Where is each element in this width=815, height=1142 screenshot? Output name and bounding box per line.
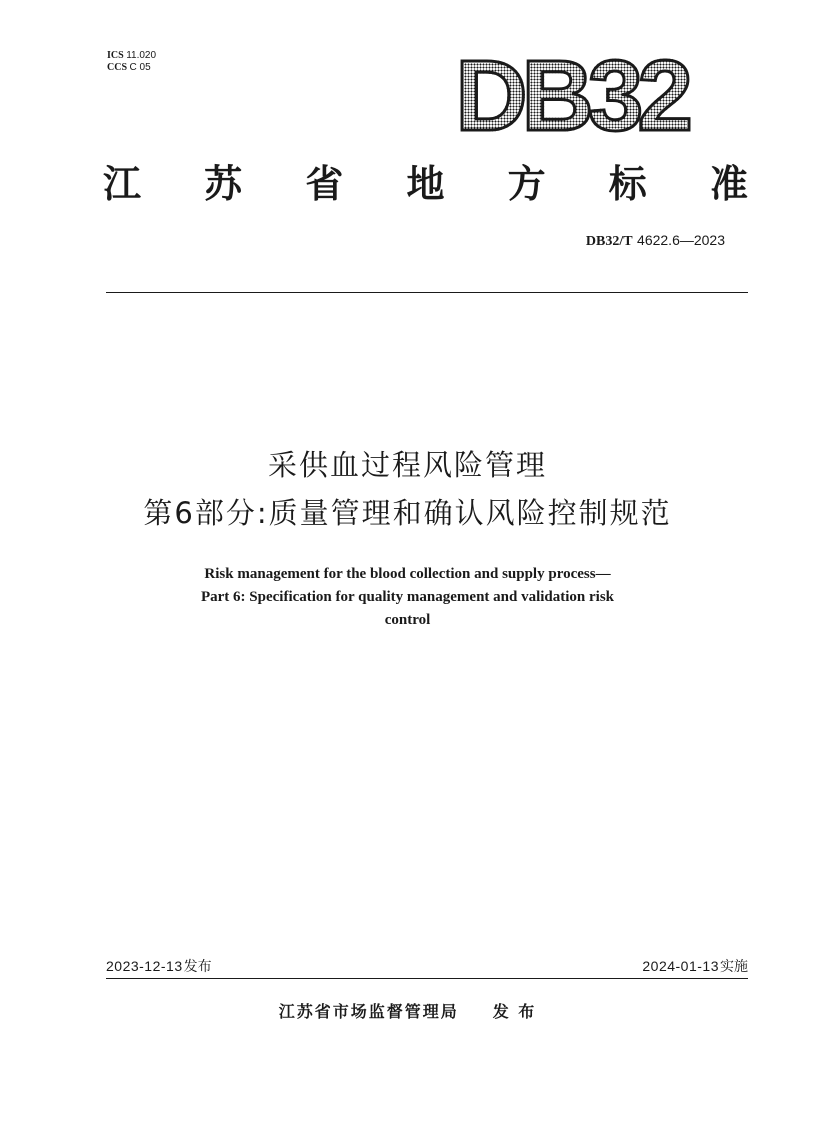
- english-title-line-2: Part 6: Specification for quality management and validation risk: [200, 589, 615, 605]
- implement-date-block: [642, 955, 748, 978]
- chinese-title-line-2: 第6部分:质量管理和确认风险控制规范: [143, 496, 672, 530]
- issue-label: 发布: [183, 959, 212, 975]
- ics-value: 11.020: [126, 50, 157, 61]
- standard-type-char: 标: [608, 162, 647, 206]
- standard-type-char: 准: [709, 162, 748, 206]
- english-title-line-1: Risk management for the blood collection and supply process—: [204, 566, 611, 582]
- issue-date: 2023-12-13: [106, 958, 183, 974]
- standard-number-value: 4622.6—2023: [637, 232, 725, 248]
- bottom-divider: [106, 978, 748, 979]
- top-divider: [106, 292, 748, 293]
- english-title-line-3: control: [384, 612, 431, 628]
- dates-row: [106, 955, 748, 977]
- standard-type-char: 江: [103, 162, 142, 206]
- standard-type-char: 苏: [204, 162, 243, 206]
- issuer-action: 发 布: [492, 1002, 537, 1021]
- chinese-title-line-1: 采供血过程风险管理: [267, 448, 547, 482]
- implement-date: 2024-01-13: [642, 958, 719, 974]
- ics-code: [107, 50, 156, 62]
- issuer-line: [0, 1001, 815, 1023]
- standard-number-prefix: DB32/T: [585, 234, 633, 249]
- standard-type-char: 省: [305, 162, 344, 206]
- classification-codes: [107, 50, 156, 74]
- ccs-value: C 05: [129, 62, 151, 73]
- issue-date-block: [106, 955, 212, 978]
- english-title: [0, 563, 815, 632]
- standard-number: [586, 231, 725, 251]
- ccs-code: [107, 62, 156, 74]
- ics-label: ICS: [107, 50, 124, 61]
- ccs-label: CCS: [107, 62, 128, 73]
- standard-type-heading: [103, 160, 748, 208]
- issuer-name: 江苏省市场监督管理局: [278, 1002, 459, 1021]
- db32-logo-mark: [437, 40, 687, 152]
- implement-label: 实施: [720, 959, 748, 975]
- standard-type-char: 方: [507, 162, 546, 206]
- standard-type-char: 地: [406, 162, 445, 206]
- db32-logo-text: DB32: [455, 40, 687, 152]
